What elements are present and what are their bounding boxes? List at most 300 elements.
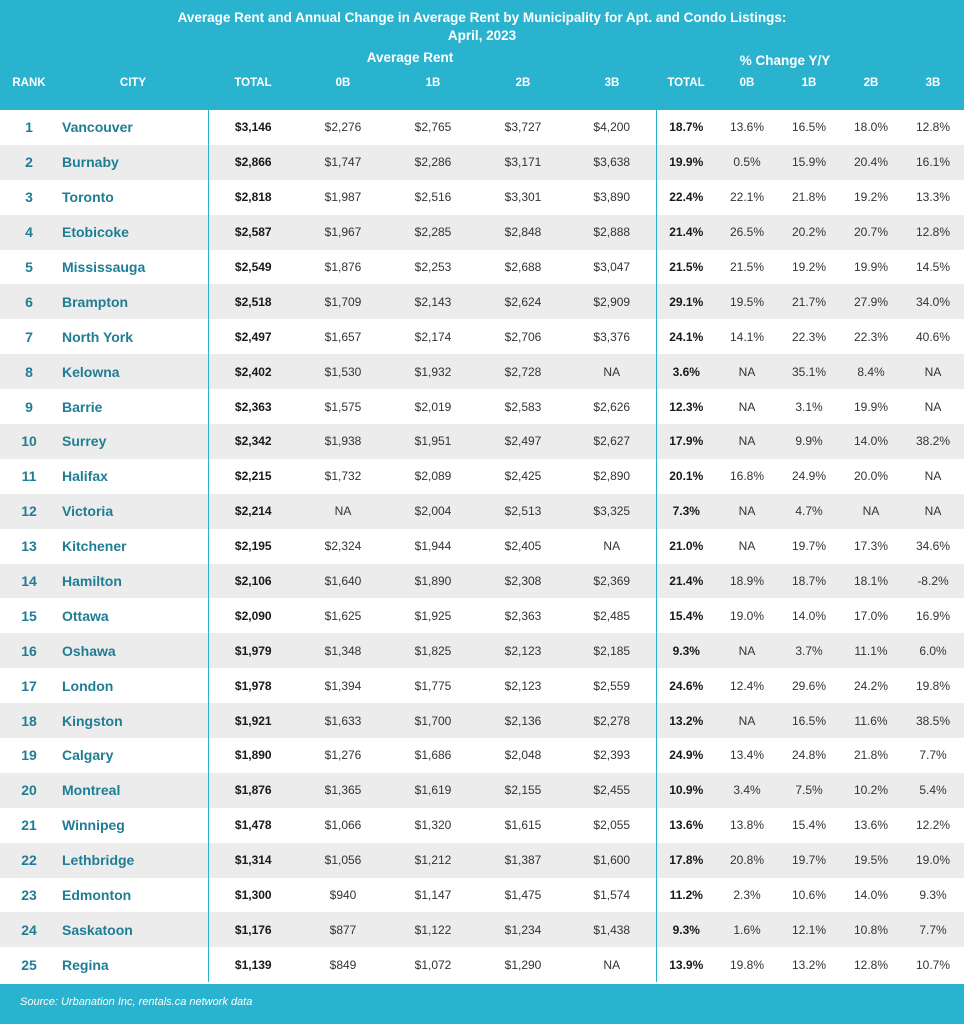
source-note: Source: Urbanation Inc, rentals.ca network data (20, 996, 253, 1008)
rent-3b-cell: $2,909 (568, 284, 656, 319)
rent-1b-cell: $1,700 (388, 703, 478, 738)
pct-2b-cell: 11.6% (840, 703, 902, 738)
total-rent-cell: $3,146 (208, 110, 298, 145)
pct-2b-cell: 20.4% (840, 145, 902, 180)
pct-0b-cell: 19.5% (716, 284, 778, 319)
rank-cell: 1 (25, 119, 33, 136)
rent-1b-cell: $1,944 (414, 539, 452, 554)
rent-2b-cell: $1,290 (504, 957, 542, 972)
pct-3b-cell: 16.1% (902, 145, 964, 180)
rent-3b-cell: $2,626 (593, 399, 631, 414)
pct-total-cell: 17.9% (656, 424, 716, 459)
pct-3b-cell: 9.3% (919, 888, 947, 903)
rent-3b-cell: $3,638 (568, 145, 656, 180)
pct-3b-cell: 19.8% (915, 678, 951, 693)
table-row (0, 284, 964, 319)
rank-cell: 6 (0, 284, 58, 319)
title-line-1: Average Rent and Annual Change in Average Rent by Municipality for Apt. and Condo Listings: (177, 10, 787, 25)
pct-0b-cell: NA (716, 494, 778, 529)
col-total: TOTAL (234, 77, 272, 89)
total-rent-cell: $1,300 (208, 878, 298, 913)
pct-0b-cell: NA (716, 424, 778, 459)
pct-0b-cell: 13.6% (729, 120, 765, 135)
rent-2b-cell: $2,363 (504, 608, 542, 623)
table-row (0, 354, 964, 389)
pct-1b-cell: 19.7% (791, 539, 827, 554)
rent-0b-cell: $2,324 (324, 539, 362, 554)
pct-0b-cell: 19.0% (729, 608, 765, 623)
pct-3b-cell: 10.7% (915, 957, 951, 972)
table-row (0, 145, 964, 180)
pct-1b-cell: 19.7% (778, 843, 840, 878)
rent-1b-cell: $1,925 (414, 608, 452, 623)
rent-2b-cell: $2,136 (478, 703, 568, 738)
pct-total-cell: 24.6% (656, 668, 716, 703)
pct-2b-cell: 11.1% (840, 633, 902, 668)
rent-2b-cell: $3,171 (478, 145, 568, 180)
col-rank: RANK (12, 77, 46, 89)
pct-0b-cell: 21.5% (729, 260, 765, 274)
total-rent-cell: $1,176 (208, 912, 298, 947)
rent-0b-cell: $877 (298, 912, 388, 947)
total-rent-cell: $1,314 (208, 843, 298, 878)
pct-0b-cell: 20.8% (716, 843, 778, 878)
total-rent-cell: $2,214 (208, 494, 298, 529)
pct-2b-cell: 20.0% (853, 469, 889, 484)
table-row (0, 319, 964, 354)
city-cell: Kelowna (58, 354, 208, 389)
total-rent-cell: $2,090 (208, 598, 298, 633)
rent-0b-cell: $849 (329, 957, 357, 972)
total-rent-cell: $2,342 (208, 424, 298, 459)
rent-2b-cell: $2,048 (504, 748, 542, 763)
table-row (0, 912, 964, 947)
col-pct-3b: 3B (925, 77, 941, 89)
rent-2b-cell: $2,688 (504, 260, 542, 274)
rank-cell: 9 (25, 398, 33, 415)
rank-cell: 7 (25, 328, 33, 345)
rent-1b-cell: $2,004 (388, 494, 478, 529)
rent-0b-cell: $1,066 (324, 818, 362, 833)
rent-1b-cell: $1,686 (414, 748, 452, 763)
pct-3b-cell: NA (924, 399, 942, 414)
rent-1b-cell: $1,619 (388, 773, 478, 808)
pct-1b-cell: 9.9% (778, 424, 840, 459)
pct-total-cell: 10.9% (656, 773, 716, 808)
rent-3b-cell: $1,600 (568, 843, 656, 878)
pct-2b-cell: 20.7% (840, 215, 902, 250)
rank-cell: 2 (0, 145, 58, 180)
rent-1b-cell: $2,019 (414, 399, 452, 414)
total-rent-cell: $1,978 (208, 668, 298, 703)
table-row (0, 215, 964, 250)
pct-0b-cell: 0.5% (716, 145, 778, 180)
pct-total-cell: 13.2% (656, 703, 716, 738)
total-rent-cell: $1,478 (208, 808, 298, 843)
rent-2b-cell: $2,155 (478, 773, 568, 808)
total-rent-cell: $2,549 (208, 250, 298, 285)
pct-total-cell: 29.1% (656, 284, 716, 319)
pct-1b-cell: 24.9% (791, 469, 827, 484)
rent-3b-cell: $3,890 (593, 190, 631, 205)
rent-0b-cell: $1,967 (298, 215, 388, 250)
pct-total-cell: 13.6% (656, 808, 716, 843)
city-cell: Vancouver (62, 119, 133, 136)
rent-3b-cell: $2,485 (593, 608, 631, 623)
pct-total-cell: 21.4% (656, 215, 716, 250)
pct-3b-cell: NA (902, 354, 964, 389)
city-cell: Ottawa (62, 607, 109, 624)
pct-2b-cell: 24.2% (853, 678, 889, 693)
city-cell: Calgary (62, 747, 114, 764)
pct-2b-cell: 12.8% (853, 957, 889, 972)
pct-total-cell: 11.2% (656, 878, 716, 913)
pct-3b-cell: 19.0% (902, 843, 964, 878)
rank-cell: 12 (0, 494, 58, 529)
pct-1b-cell: 19.2% (791, 260, 827, 274)
pct-2b-cell: 8.4% (840, 354, 902, 389)
rank-cell: 15 (21, 607, 37, 624)
rent-3b-cell: $2,888 (568, 215, 656, 250)
city-cell: Barrie (62, 398, 103, 415)
pct-0b-cell: 13.4% (729, 748, 765, 763)
pct-1b-cell: 21.7% (778, 284, 840, 319)
pct-1b-cell: 21.8% (791, 190, 827, 205)
pct-1b-cell: 7.5% (778, 773, 840, 808)
pct-2b-cell: 19.9% (853, 399, 889, 414)
pct-total-cell: 17.8% (656, 843, 716, 878)
rank-cell: 22 (0, 843, 58, 878)
pct-0b-cell: 3.4% (716, 773, 778, 808)
rent-0b-cell: $1,709 (298, 284, 388, 319)
pct-total-cell: 3.6% (656, 354, 716, 389)
rank-cell: 13 (21, 538, 37, 555)
table-row (0, 668, 964, 703)
rank-cell: 20 (0, 773, 58, 808)
pct-total-cell: 21.5% (656, 250, 716, 285)
city-cell: Edmonton (62, 887, 132, 904)
pct-3b-cell: 6.0% (902, 633, 964, 668)
city-cell: Halifax (62, 468, 108, 485)
city-cell: Mississauga (62, 259, 146, 275)
rent-3b-cell: $3,325 (568, 494, 656, 529)
pct-total-cell: 12.3% (656, 389, 716, 424)
rent-3b-cell: $2,185 (568, 633, 656, 668)
city-cell: Regina (62, 956, 109, 973)
rent-0b-cell: $1,625 (324, 608, 362, 623)
table-row (0, 180, 964, 215)
pct-2b-cell: 14.0% (840, 424, 902, 459)
rent-3b-cell: $1,438 (568, 912, 656, 947)
rent-0b-cell: $1,987 (324, 190, 362, 205)
city-cell: Montreal (58, 773, 208, 808)
rent-3b-cell: $3,376 (593, 329, 631, 344)
pct-1b-cell: 3.1% (795, 399, 823, 414)
pct-1b-cell: 13.2% (791, 957, 827, 972)
rent-2b-cell: $1,615 (504, 818, 542, 833)
city-cell: Toronto (62, 189, 114, 206)
pct-0b-cell: 16.8% (729, 469, 765, 484)
rank-cell: 8 (0, 354, 58, 389)
rent-3b-cell: $2,890 (593, 469, 631, 484)
rent-3b-cell: $2,278 (568, 703, 656, 738)
rent-1b-cell: $1,951 (388, 424, 478, 459)
col-1b: 1B (425, 77, 441, 89)
rent-1b-cell: $2,089 (414, 469, 452, 484)
pct-1b-cell: 20.2% (778, 215, 840, 250)
pct-0b-cell: 13.8% (729, 818, 765, 833)
total-rent-cell: $2,195 (208, 529, 298, 564)
pct-total-cell: 24.9% (656, 738, 716, 773)
rank-cell: 24 (0, 912, 58, 947)
total-rent-cell: $1,139 (208, 947, 298, 982)
table-body (0, 110, 964, 982)
rent-0b-cell: NA (298, 494, 388, 529)
total-rent-cell: $2,215 (208, 459, 298, 494)
rent-2b-cell: $2,497 (478, 424, 568, 459)
pct-total-cell: 24.1% (656, 319, 716, 354)
rent-1b-cell: $1,122 (388, 912, 478, 947)
pct-2b-cell: NA (840, 494, 902, 529)
pct-1b-cell: 35.1% (778, 354, 840, 389)
rent-3b-cell: NA (603, 957, 621, 972)
average-rent-group-label: Average Rent (366, 50, 454, 65)
pct-2b-cell: 10.2% (840, 773, 902, 808)
table-row (0, 110, 964, 145)
pct-0b-cell: 14.1% (729, 329, 765, 344)
rent-1b-cell: $2,253 (414, 260, 452, 274)
table-row (0, 808, 964, 843)
rent-0b-cell: $940 (329, 888, 357, 903)
col-0b: 0B (335, 77, 351, 89)
total-rent-cell: $2,518 (208, 284, 298, 319)
table-row (0, 424, 964, 459)
pct-2b-cell: 17.0% (853, 608, 889, 623)
total-rent-cell: $1,876 (208, 773, 298, 808)
rent-2b-cell: $2,308 (478, 564, 568, 599)
pct-1b-cell: 15.4% (791, 818, 827, 833)
rent-0b-cell: $1,938 (298, 424, 388, 459)
pct-2b-cell: 18.0% (853, 120, 889, 135)
table-row (0, 738, 964, 773)
city-cell: North York (62, 328, 134, 345)
col-pct-2b: 2B (863, 77, 879, 89)
pct-3b-cell: 5.4% (902, 773, 964, 808)
table-row (0, 564, 964, 599)
rent-2b-cell: $2,583 (504, 399, 542, 414)
city-cell: Surrey (58, 424, 208, 459)
pct-3b-cell: NA (924, 469, 942, 484)
rent-0b-cell: $1,747 (298, 145, 388, 180)
table-row (0, 494, 964, 529)
rent-1b-cell: $1,320 (414, 818, 452, 833)
pct-1b-cell: 22.3% (791, 329, 827, 344)
pct-2b-cell: 10.8% (840, 912, 902, 947)
pct-total-cell: 21.0% (656, 529, 716, 564)
rent-2b-cell: $2,405 (504, 539, 542, 554)
rent-2b-cell: $2,425 (504, 469, 542, 484)
pct-1b-cell: 29.6% (791, 678, 827, 693)
rent-3b-cell: $2,627 (568, 424, 656, 459)
rank-cell: 14 (0, 564, 58, 599)
rent-2b-cell: $2,728 (478, 354, 568, 389)
rank-cell: 25 (21, 956, 37, 973)
rent-2b-cell: $1,234 (478, 912, 568, 947)
pct-2b-cell: 18.1% (840, 564, 902, 599)
rent-table (0, 110, 964, 982)
pct-2b-cell: 19.5% (840, 843, 902, 878)
rent-1b-cell: $1,147 (414, 888, 452, 903)
pct-2b-cell: 17.3% (853, 539, 889, 554)
rent-2b-cell: $2,123 (504, 678, 542, 693)
pct-total-cell: 21.4% (656, 564, 716, 599)
pct-total-cell: 19.9% (656, 145, 716, 180)
table-row (0, 878, 964, 913)
pct-0b-cell: NA (716, 354, 778, 389)
rent-0b-cell: $1,633 (298, 703, 388, 738)
rent-0b-cell: $1,056 (298, 843, 388, 878)
pct-3b-cell: 38.5% (902, 703, 964, 738)
rent-3b-cell: $2,055 (593, 818, 631, 833)
rank-cell: 10 (0, 424, 58, 459)
pct-2b-cell: 22.3% (853, 329, 889, 344)
total-rent-cell: $2,363 (208, 389, 298, 424)
rank-cell: 16 (0, 633, 58, 668)
pct-total-cell: 9.3% (656, 912, 716, 947)
rent-0b-cell: $1,365 (298, 773, 388, 808)
rent-1b-cell: $2,285 (388, 215, 478, 250)
pct-3b-cell: 13.3% (915, 190, 951, 205)
pct-3b-cell: 12.2% (915, 818, 951, 833)
city-cell: Etobicoke (58, 215, 208, 250)
col-pct-total: TOTAL (667, 77, 705, 89)
pct-2b-cell: 13.6% (853, 818, 889, 833)
pct-1b-cell: 12.1% (778, 912, 840, 947)
pct-0b-cell: NA (716, 633, 778, 668)
rank-cell: 3 (25, 189, 33, 206)
table-row (0, 389, 964, 424)
pct-total-cell: 22.4% (656, 180, 716, 215)
rent-0b-cell: $1,732 (324, 469, 362, 484)
pct-total-cell: 20.1% (656, 459, 716, 494)
pct-1b-cell: 3.7% (778, 633, 840, 668)
pct-3b-cell: 34.6% (915, 539, 951, 554)
pct-2b-cell: 19.9% (853, 260, 889, 274)
rent-0b-cell: $1,657 (324, 329, 362, 344)
table-row (0, 598, 964, 633)
total-rent-cell: $2,818 (208, 180, 298, 215)
pct-3b-cell: 7.7% (919, 748, 947, 763)
city-cell: Kingston (58, 703, 208, 738)
rent-1b-cell: $1,932 (388, 354, 478, 389)
table-header (0, 0, 964, 110)
rent-0b-cell: $1,276 (324, 748, 362, 763)
table-row (0, 459, 964, 494)
col-pct-1b: 1B (801, 77, 817, 89)
city-cell: Burnaby (58, 145, 208, 180)
table-row (0, 773, 964, 808)
rent-0b-cell: $2,276 (324, 120, 362, 135)
city-cell: Lethbridge (58, 843, 208, 878)
rank-cell: 18 (0, 703, 58, 738)
pct-0b-cell: NA (716, 703, 778, 738)
rent-2b-cell: $2,706 (504, 329, 542, 344)
rent-1b-cell: $1,825 (388, 633, 478, 668)
table-row (0, 633, 964, 668)
total-rent-cell: $1,921 (208, 703, 298, 738)
city-cell: Kitchener (62, 538, 127, 555)
pct-1b-cell: 16.5% (791, 120, 827, 135)
table-footer (0, 984, 964, 1024)
table-row (0, 947, 964, 982)
pct-3b-cell: 14.5% (915, 260, 951, 274)
table-row (0, 843, 964, 878)
total-rent-cell: $2,106 (208, 564, 298, 599)
table-row (0, 529, 964, 564)
pct-1b-cell: 16.5% (778, 703, 840, 738)
col-3b: 3B (604, 77, 620, 89)
col-pct-0b: 0B (739, 77, 755, 89)
pct-1b-cell: 24.8% (791, 748, 827, 763)
pct-total-cell: 13.9% (656, 947, 716, 982)
city-cell: Saskatoon (58, 912, 208, 947)
rent-2b-cell: $3,727 (504, 120, 542, 135)
pct-2b-cell: 19.2% (853, 190, 889, 205)
rank-cell: 11 (21, 468, 37, 485)
pct-3b-cell: 7.7% (902, 912, 964, 947)
pct-0b-cell: NA (738, 399, 756, 414)
pct-1b-cell: 14.0% (791, 608, 827, 623)
total-rent-cell: $1,979 (208, 633, 298, 668)
rent-2b-cell: $2,624 (478, 284, 568, 319)
pct-change-group-label: % Change Y/Y (739, 53, 831, 68)
city-cell: Winnipeg (62, 817, 125, 834)
rank-cell: 5 (25, 259, 33, 275)
rent-1b-cell: $1,890 (388, 564, 478, 599)
rent-2b-cell: $2,848 (478, 215, 568, 250)
pct-total-cell: 18.7% (656, 110, 716, 145)
pct-0b-cell: 12.4% (729, 678, 765, 693)
pct-3b-cell: 12.8% (902, 215, 964, 250)
pct-0b-cell: 18.9% (716, 564, 778, 599)
rent-0b-cell: $1,876 (324, 260, 362, 274)
rent-1b-cell: $1,072 (414, 957, 452, 972)
pct-1b-cell: 15.9% (778, 145, 840, 180)
pct-3b-cell: 16.9% (915, 608, 951, 623)
total-rent-cell: $2,866 (208, 145, 298, 180)
rent-1b-cell: $1,212 (388, 843, 478, 878)
city-cell: Victoria (58, 494, 208, 529)
total-rent-cell: $2,402 (208, 354, 298, 389)
city-cell: Hamilton (58, 564, 208, 599)
rent-1b-cell: $2,765 (414, 120, 452, 135)
rent-1b-cell: $1,775 (414, 678, 452, 693)
rent-0b-cell: $1,530 (298, 354, 388, 389)
rent-3b-cell: $2,455 (568, 773, 656, 808)
rent-0b-cell: $1,640 (298, 564, 388, 599)
pct-1b-cell: 10.6% (791, 888, 827, 903)
rent-2b-cell: $2,123 (478, 633, 568, 668)
pct-3b-cell: NA (902, 494, 964, 529)
total-rent-cell: $1,890 (208, 738, 298, 773)
rent-3b-cell: NA (568, 354, 656, 389)
pct-total-cell: 15.4% (656, 598, 716, 633)
pct-2b-cell: 27.9% (840, 284, 902, 319)
title-line-2: April, 2023 (447, 28, 517, 43)
rent-1b-cell: $2,143 (388, 284, 478, 319)
pct-total-cell: 7.3% (656, 494, 716, 529)
col-city: CITY (119, 77, 147, 89)
